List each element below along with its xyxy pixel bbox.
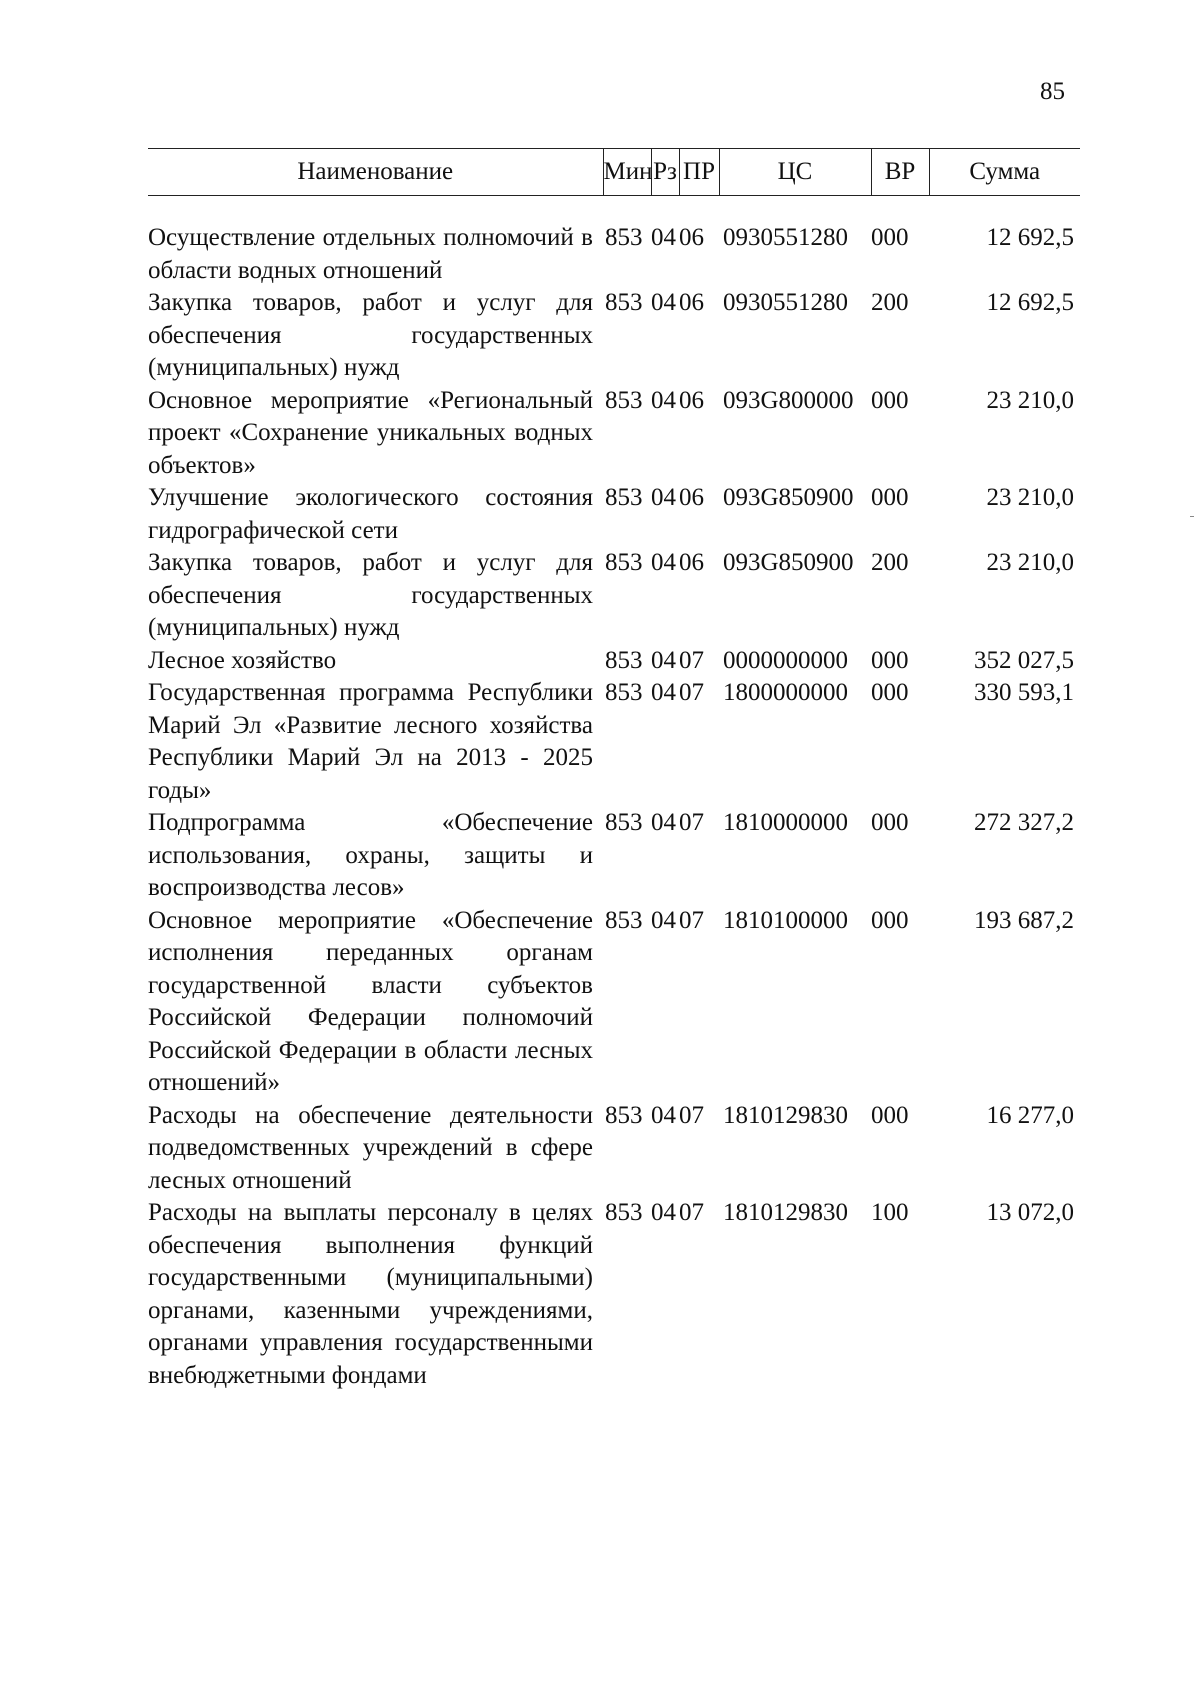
row-sum: 330 593,1 [974, 679, 1074, 706]
row-vr: 200 [871, 289, 909, 316]
row-min: 853 [605, 646, 643, 674]
row-min: 853 [605, 386, 643, 414]
header-vr: ВР [871, 149, 929, 196]
row-sum: 272 327,2 [974, 809, 1074, 836]
scan-edge-mark [1190, 516, 1194, 517]
row-name: Закупка товаров, работ и услуг для обеспечения государственных (муниципальных) нужд [148, 549, 593, 641]
row-pr: 07 [679, 906, 704, 934]
row-cs: 1810129830 [723, 1199, 848, 1226]
row-cs: 1810100000 [723, 906, 848, 934]
row-vr: 000 [871, 1101, 909, 1129]
table-row [148, 222, 1080, 287]
row-pr: 06 [679, 549, 704, 576]
row-name: Подпрограмма «Обеспечение использования, охраны, защиты и воспроизводства лесов» [148, 809, 593, 901]
table-row [148, 547, 1080, 645]
row-name: Расходы на выплаты персоналу в целях обеспечения выполнения функций государственными (муниципальными) органами, казенными учреждениями, органами управления государственными внебюджетными фондами [148, 1199, 593, 1389]
row-min: 853 [605, 1199, 643, 1226]
table-row [148, 482, 1080, 547]
budget-table [148, 148, 1080, 1392]
row-rz: 04 [651, 386, 676, 414]
row-cs: 1810000000 [723, 809, 848, 836]
row-cs: 093G850900 [723, 549, 854, 576]
row-cs: 093G800000 [723, 386, 854, 414]
row-name: Осуществление отдельных полномочий в области водных отношений [148, 224, 593, 284]
row-rz: 04 [651, 289, 676, 316]
row-cs: 1800000000 [723, 679, 848, 706]
row-sum: 193 687,2 [974, 906, 1074, 934]
table-row [148, 807, 1080, 905]
row-min: 853 [605, 1101, 643, 1129]
row-min: 853 [605, 679, 643, 706]
row-pr: 07 [679, 1101, 704, 1129]
row-vr: 100 [871, 1199, 909, 1226]
row-min: 853 [605, 906, 643, 934]
row-name: Лесное хозяйство [148, 646, 337, 674]
row-rz: 04 [651, 809, 676, 836]
header-pr: ПР [679, 149, 719, 196]
row-vr: 200 [871, 549, 909, 576]
row-vr: 000 [871, 679, 909, 706]
row-name: Улучшение экологического состояния гидрографической сети [148, 484, 593, 544]
table-row [148, 1100, 1080, 1198]
row-min: 853 [605, 549, 643, 576]
row-cs: 093G850900 [723, 484, 854, 511]
header-name: Наименование [148, 149, 603, 196]
row-vr: 000 [871, 224, 909, 251]
table-row [148, 905, 1080, 1100]
row-min: 853 [605, 484, 643, 511]
row-name: Основное мероприятие «Обеспечение исполнения переданных органам государственной власти субъектов Российской Федерации полномочий Российской Федерации в области лесных отношений» [148, 906, 593, 1096]
row-vr: 000 [871, 809, 909, 836]
row-rz: 04 [651, 549, 676, 576]
row-cs: 0930551280 [723, 289, 848, 316]
row-min: 853 [605, 224, 643, 251]
page-number: 85 [1040, 78, 1065, 105]
row-cs: 0000000000 [723, 646, 848, 674]
row-sum: 23 210,0 [986, 386, 1074, 414]
header-rz: Рз [651, 149, 679, 196]
table-row [148, 677, 1080, 807]
row-sum: 12 692,5 [986, 224, 1074, 251]
row-pr: 06 [679, 289, 704, 316]
row-name: Государственная программа Республики Марий Эл «Развитие лесного хозяйства Республики Марий Эл на 2013 - 2025 годы» [148, 679, 593, 804]
row-pr: 07 [679, 679, 704, 706]
row-sum: 352 027,5 [974, 646, 1074, 674]
row-pr: 07 [679, 646, 704, 674]
table-header-row [148, 149, 1080, 196]
table-row [148, 1197, 1080, 1392]
table-row [148, 287, 1080, 385]
row-cs: 1810129830 [723, 1101, 848, 1129]
row-name: Основное мероприятие «Региональный проект «Сохранение уникальных водных объектов» [148, 386, 593, 479]
table-row [148, 645, 1080, 678]
row-sum: 13 072,0 [986, 1199, 1074, 1226]
row-vr: 000 [871, 646, 909, 674]
row-pr: 06 [679, 386, 704, 414]
row-rz: 04 [651, 224, 676, 251]
row-vr: 000 [871, 386, 909, 414]
row-name: Расходы на обеспечение деятельности подведомственных учреждений в сфере лесных отношений [148, 1101, 593, 1194]
header-cs: ЦС [719, 149, 871, 196]
header-sum: Сумма [929, 149, 1080, 196]
row-rz: 04 [651, 484, 676, 511]
row-pr: 06 [679, 484, 704, 511]
row-sum: 16 277,0 [986, 1101, 1074, 1129]
row-sum: 23 210,0 [986, 484, 1074, 511]
row-rz: 04 [651, 906, 676, 934]
row-vr: 000 [871, 484, 909, 511]
row-sum: 12 692,5 [986, 289, 1074, 316]
row-rz: 04 [651, 679, 676, 706]
row-min: 853 [605, 289, 643, 316]
row-rz: 04 [651, 646, 676, 674]
row-sum: 23 210,0 [986, 549, 1074, 576]
table-row [148, 385, 1080, 483]
header-min: Мин [603, 149, 651, 196]
row-rz: 04 [651, 1199, 676, 1226]
row-pr: 07 [679, 809, 704, 836]
row-pr: 06 [679, 224, 704, 251]
row-pr: 07 [679, 1199, 704, 1226]
row-rz: 04 [651, 1101, 676, 1129]
row-min: 853 [605, 809, 643, 836]
row-vr: 000 [871, 906, 909, 934]
row-name: Закупка товаров, работ и услуг для обеспечения государственных (муниципальных) нужд [148, 289, 593, 381]
row-cs: 0930551280 [723, 224, 848, 251]
